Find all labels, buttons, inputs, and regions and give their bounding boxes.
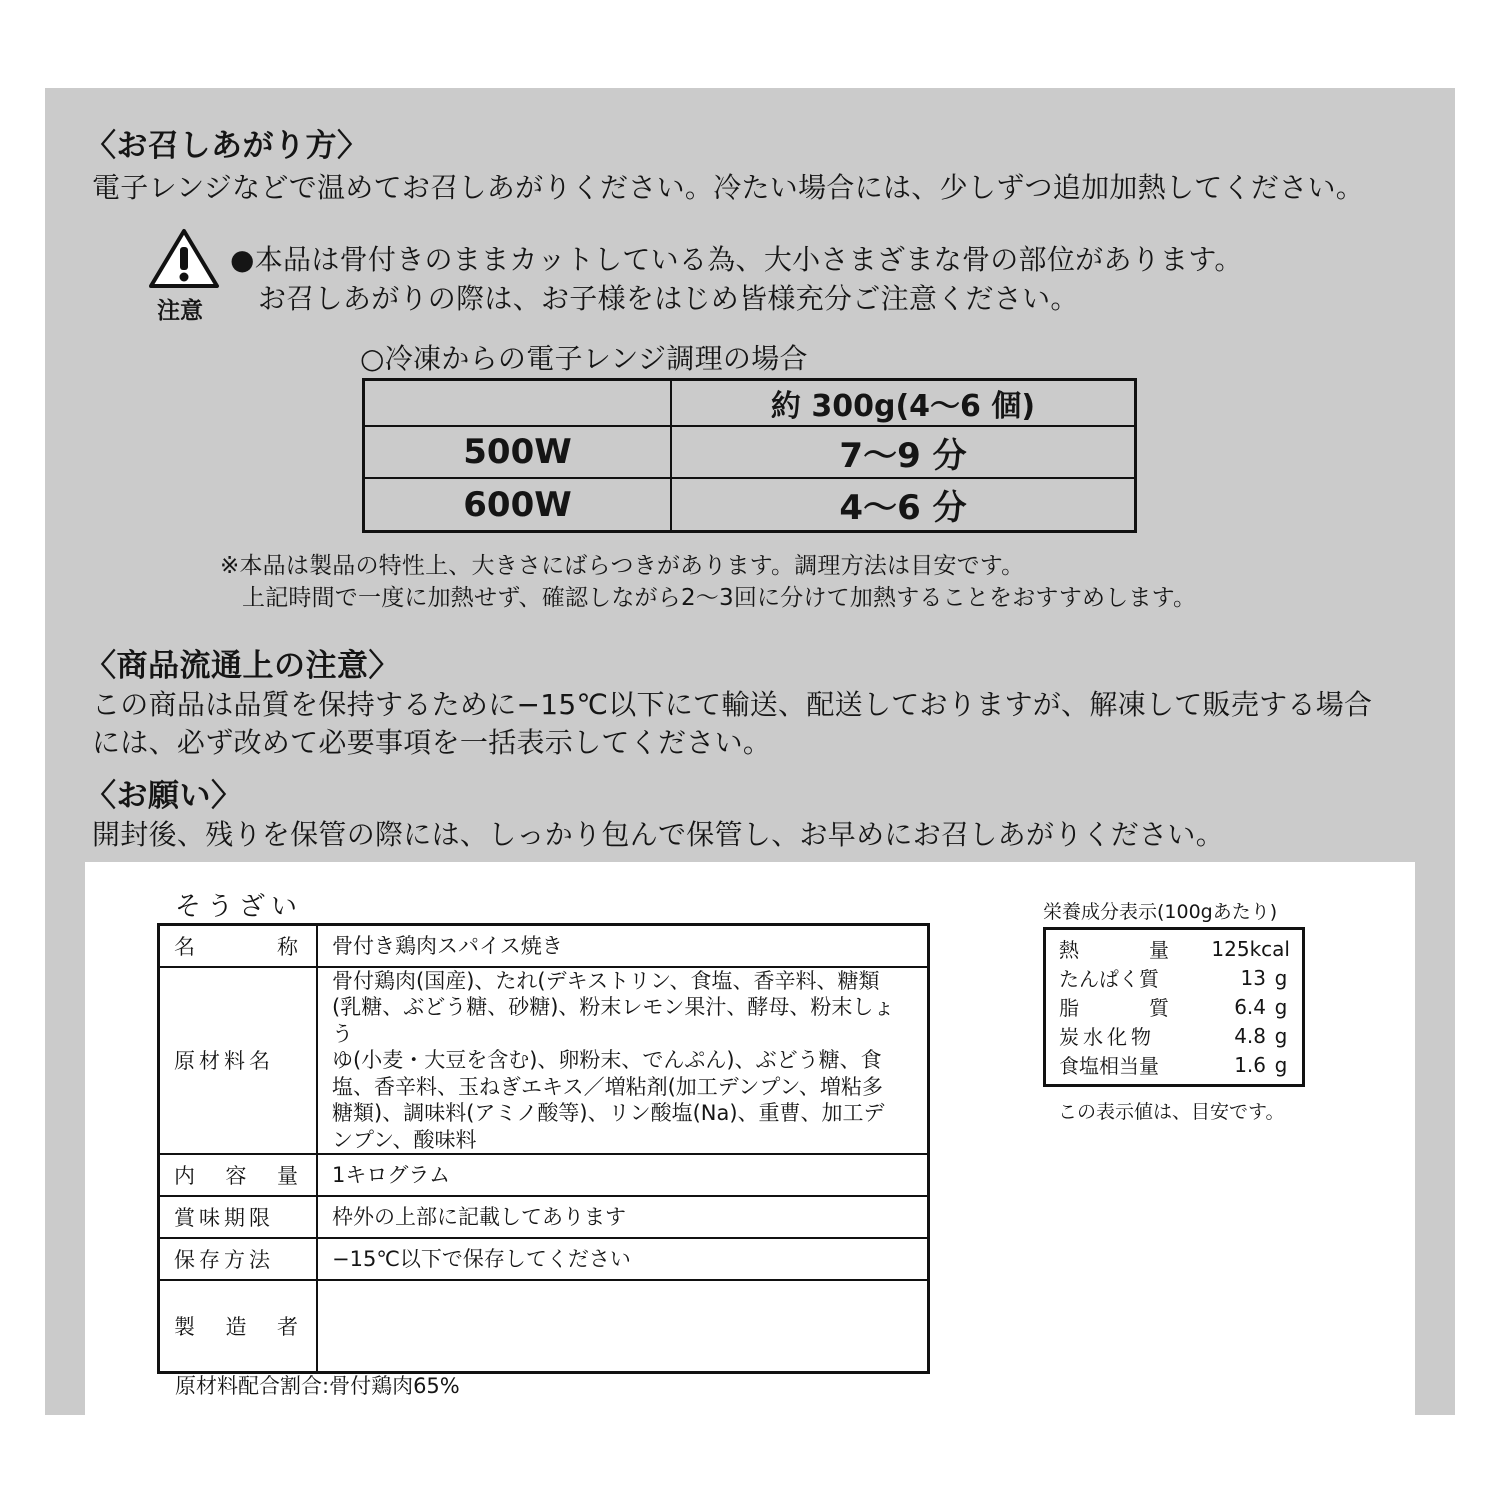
caution-label: 注意 (157, 298, 203, 324)
ingredients-line: 糖類)、調味料(アミノ酸等)、リン酸塩(Na)、重曹、加工デ (332, 1101, 885, 1125)
name-key: 名 称 (159, 925, 318, 967)
content-value: 1キログラム (317, 1154, 929, 1196)
ingredients-line: ンプン、酸味料 (332, 1127, 477, 1152)
mw-time-500: 7〜9 分 (671, 426, 1136, 478)
ingredients-line: 骨付鶏肉(国産)、たれ(デキストリン、食塩、香辛料、糖類 (332, 968, 880, 993)
request-heading: 〈お願い〉 (85, 778, 243, 814)
nutrition-row (1059, 992, 1290, 1021)
nutrition-value: 4.8 (1234, 1023, 1266, 1048)
nutrition-row (1059, 1021, 1290, 1050)
mw-power-600: 600W (364, 478, 672, 532)
ingredients-line: (乳糖、ぶどう糖、砂糖)、粉末レモン果汁、酵母、粉末しょう (332, 995, 895, 1046)
caution-line-1: ●本品は骨付きのままカットしている為、大小さまざまな骨の部位があります。 (230, 243, 1243, 276)
maker-value (317, 1280, 929, 1372)
nutrition-unit: g (1274, 1023, 1288, 1048)
nutrition-unit: g (1274, 994, 1288, 1019)
expiry-value: 枠外の上部に記載してあります (317, 1196, 929, 1238)
howto-text: 電子レンジなどで温めてお召しあがりください。冷たい場合には、少しずつ追加加熱してください。 (92, 171, 1365, 204)
nutrition-note: この表示値は、目安です。 (1058, 1101, 1285, 1123)
label-category: そうざい (175, 892, 304, 922)
warning-icon (148, 228, 220, 294)
mw-header-blank (364, 380, 672, 427)
name-value: 骨付き鶏肉スパイス焼き (317, 925, 929, 967)
nutrition-value: 1.6 (1234, 1052, 1266, 1077)
nutrition-unit: g (1274, 1052, 1288, 1077)
mw-header-amount: 約 300g(4〜6 個) (671, 380, 1136, 427)
nutrition-key: 食塩相当量 (1059, 1054, 1159, 1078)
nutrition-row (1059, 963, 1290, 992)
microwave-title: ○冷凍からの電子レンジ調理の場合 (360, 342, 808, 375)
nutrition-value: 6.4 (1234, 994, 1266, 1019)
request-text: 開封後、残りを保管の際には、しっかり包んで保管し、お早めにお召しあがりください。 (92, 818, 1225, 851)
nutrition-value: 13 (1240, 965, 1266, 990)
distribution-heading: 〈商品流通上の注意〉 (85, 648, 400, 684)
nutrition-key: 脂 質 (1059, 996, 1169, 1020)
ingredient-ratio: 原材料配合割合:骨付鶏肉65% (175, 1374, 460, 1398)
caution-line-2: お召しあがりの際は、お子様をはじめ皆様充分ご注意ください。 (258, 282, 1079, 315)
microwave-note-1: ※本品は製品の特性上、大きさにばらつきがあります。調理方法は目安です。 (220, 553, 1025, 579)
ingredients-line: 塩、香辛料、玉ねぎエキス／増粘剤(加工デンプン、増粘多 (332, 1074, 883, 1099)
nutrition-title: 栄養成分表示(100gあたり) (1043, 901, 1278, 923)
microwave-note-2: 上記時間で一度に加熱せず、確認しながら2〜3回に分けて加熱することをおすすめします。 (242, 585, 1197, 611)
mw-power-500: 500W (364, 426, 672, 478)
mw-time-600: 4〜6 分 (671, 478, 1136, 532)
storage-key: 保存方法 (159, 1238, 318, 1280)
nutrition-key: 炭水化物 (1059, 1025, 1155, 1049)
howto-heading: 〈お召しあがり方〉 (85, 128, 369, 164)
nutrition-key: たんぱく質 (1059, 967, 1159, 991)
storage-value: −15℃以下で保存してください (317, 1238, 929, 1280)
maker-key: 製 造 者 (159, 1280, 318, 1372)
nutrition-key: 熱 量 (1059, 938, 1169, 962)
nutrition-value: 125kcal (1211, 936, 1290, 961)
distribution-line-1: この商品は品質を保持するために−15℃以下にて輸送、配送しておりますが、解凍して販売する場合 (92, 688, 1373, 721)
nutrition-table (1043, 927, 1305, 1087)
content-key: 内 容 量 (159, 1154, 318, 1196)
nutrition-unit: g (1274, 965, 1288, 990)
product-label-table (157, 923, 930, 1374)
distribution-line-2: には、必ず改めて必要事項を一括表示してください。 (92, 726, 772, 759)
nutrition-row (1059, 934, 1290, 963)
microwave-table (362, 378, 1137, 533)
nutrition-row (1059, 1050, 1290, 1079)
ingredients-line: ゆ(小麦・大豆を含む)、卵粉末、でんぷん)、ぶどう糖、食 (332, 1048, 882, 1072)
expiry-key: 賞味期限 (159, 1196, 318, 1238)
ingredients-value (317, 967, 929, 1155)
ingredients-key: 原材料名 (159, 967, 318, 1155)
